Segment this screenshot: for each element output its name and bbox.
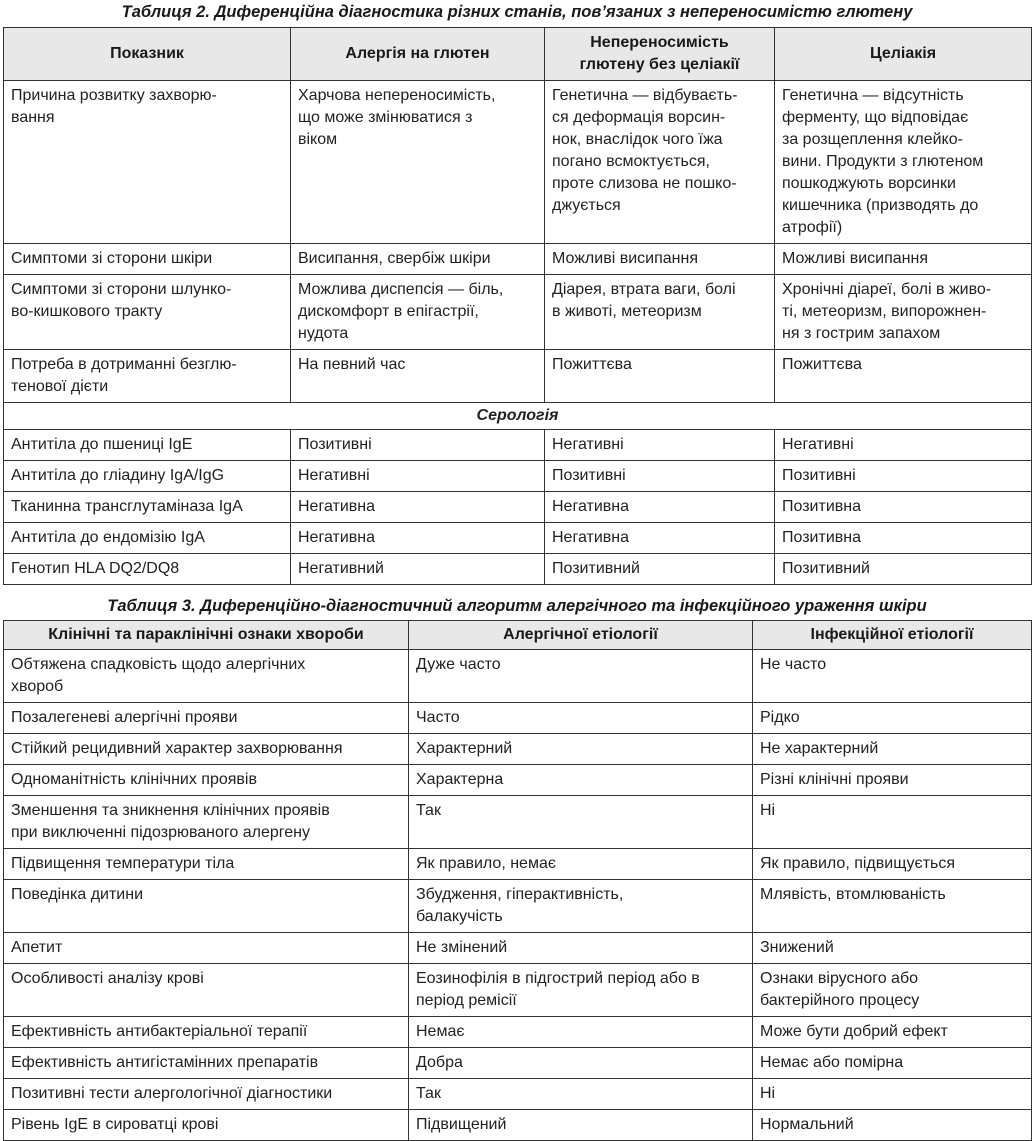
table-cell: Особливості аналізу крові [4, 964, 409, 1017]
table3-header-cell: Клінічні та параклінічні ознаки хвороби [4, 621, 409, 650]
table-row [4, 765, 1032, 796]
serology-subheader-row [4, 403, 1032, 430]
table3-caption: Таблиця 3. Диференційно-діагностичний алгоритм алергічного та інфекційного ураження шкіри [107, 597, 927, 615]
table-cell: Підвищення температури тіла [4, 849, 409, 880]
table2-header-row [4, 28, 1032, 81]
table-cell: Харчова непереносимість, що може змінюватися з віком [291, 81, 545, 244]
table-cell: Генетична — відсутність ферменту, що відповідає за розщеплення клейко- вини. Продукти з глютеном пошкоджують ворсинки кишечника (призводять до атрофії) [775, 81, 1032, 244]
table2-header-cell: Показник [4, 28, 291, 81]
table-cell: Пожиттєва [775, 350, 1032, 403]
table-cell: Позалегеневі алергічні прояви [4, 703, 409, 734]
table3-header-cell: Алергічної етіології [409, 621, 753, 650]
table-cell: Позитивні тести алергологічної діагностики [4, 1079, 409, 1110]
table-cell: Негативна [545, 523, 775, 554]
table-cell: Рідко [753, 703, 1032, 734]
table-row [4, 650, 1032, 703]
table-cell: Не змінений [409, 933, 753, 964]
table2-header-cell: Непереносимість глютену без целіакії [545, 28, 775, 81]
table-row [4, 244, 1032, 275]
table-cell: Характерний [409, 734, 753, 765]
table-cell: Негативна [545, 492, 775, 523]
table-cell: Одноманітність клінічних проявів [4, 765, 409, 796]
table-row [4, 796, 1032, 849]
table-cell: Негативні [545, 430, 775, 461]
table-cell: Негативні [775, 430, 1032, 461]
table-cell: Зменшення та зникнення клінічних проявів при виключенні підозрюваного алергену [4, 796, 409, 849]
table-cell: Можлива диспепсія — біль, дискомфорт в епігастрії, нудота [291, 275, 545, 350]
table-row [4, 523, 1032, 554]
table-cell: Негативний [291, 554, 545, 585]
table-cell: Негативна [291, 492, 545, 523]
table-row [4, 849, 1032, 880]
table-cell: Висипання, свербіж шкіри [291, 244, 545, 275]
table-cell: Поведінка дитини [4, 880, 409, 933]
table-cell: Різні клінічні прояви [753, 765, 1032, 796]
table-cell: Добра [409, 1048, 753, 1079]
table-cell: Негативна [291, 523, 545, 554]
table2-header-cell: Алергія на глютен [291, 28, 545, 81]
table-row [4, 734, 1032, 765]
table-cell: Ефективність антигістамінних препаратів [4, 1048, 409, 1079]
table-row [4, 350, 1032, 403]
table-cell: Антитіла до пшениці IgE [4, 430, 291, 461]
table-row [4, 492, 1032, 523]
table-row [4, 703, 1032, 734]
table-row [4, 1017, 1032, 1048]
table-cell: Можливі висипання [775, 244, 1032, 275]
table-cell: Так [409, 1079, 753, 1110]
table-row [4, 964, 1032, 1017]
table-cell: Обтяжена спадковість щодо алергічних хвороб [4, 650, 409, 703]
table-cell: Позитивний [545, 554, 775, 585]
table-cell: Можливі висипання [545, 244, 775, 275]
table-cell: Симптоми зі сторони шлунко- во-кишкового тракту [4, 275, 291, 350]
table-row [4, 430, 1032, 461]
table-cell: Позитивна [775, 523, 1032, 554]
table-cell: Дуже часто [409, 650, 753, 703]
table-cell: Млявість, втомлюваність [753, 880, 1032, 933]
table-row [4, 275, 1032, 350]
table-cell: Позитивні [291, 430, 545, 461]
table-cell: Діарея, втрата ваги, болі в животі, метеоризм [545, 275, 775, 350]
table-row [4, 1110, 1032, 1141]
table-cell: Ні [753, 1079, 1032, 1110]
table-cell: Апетит [4, 933, 409, 964]
table-cell: Рівень IgE в сироватці крові [4, 1110, 409, 1141]
table-cell: Як правило, підвищується [753, 849, 1032, 880]
table-cell: Знижений [753, 933, 1032, 964]
table-cell: Не часто [753, 650, 1032, 703]
table-cell: Тканинна трансглутаміназа IgA [4, 492, 291, 523]
table-cell: Позитивні [775, 461, 1032, 492]
table-row [4, 554, 1032, 585]
table-cell: Еозинофілія в підгострий період або в період ремісії [409, 964, 753, 1017]
table-cell: Позитивні [545, 461, 775, 492]
table2-header-cell: Целіакія [775, 28, 1032, 81]
table-cell: Так [409, 796, 753, 849]
table-row [4, 880, 1032, 933]
table-cell: Причина розвитку захворю- вання [4, 81, 291, 244]
table-cell: Позитивний [775, 554, 1032, 585]
table-cell: Хронічні діареї, болі в живо- ті, метеоризм, випорожнен- ня з гострим запахом [775, 275, 1032, 350]
table-row [4, 81, 1032, 244]
table-cell: Підвищений [409, 1110, 753, 1141]
table-row [4, 1048, 1032, 1079]
table-row [4, 933, 1032, 964]
table-cell: Немає [409, 1017, 753, 1048]
table-cell: Немає або помірна [753, 1048, 1032, 1079]
table-cell: Генетична — відбуваєть- ся деформація ворсин- нок, внаслідок чого їжа погано всмоктується, проте слизова не пошко- джується [545, 81, 775, 244]
table-cell: Ефективність антибактеріальної терапії [4, 1017, 409, 1048]
table-cell: Часто [409, 703, 753, 734]
table-cell: Може бути добрий ефект [753, 1017, 1032, 1048]
table-cell: Симптоми зі сторони шкіри [4, 244, 291, 275]
table-cell: Збудження, гіперактивність, балакучість [409, 880, 753, 933]
table-cell: Пожиттєва [545, 350, 775, 403]
table-cell: Характерна [409, 765, 753, 796]
table-row [4, 461, 1032, 492]
table-cell: Антитіла до гліадину IgA/IgG [4, 461, 291, 492]
table-cell: Генотип HLA DQ2/DQ8 [4, 554, 291, 585]
table-cell: Антитіла до ендомізію IgA [4, 523, 291, 554]
table-cell: Стійкий рецидивний характер захворювання [4, 734, 409, 765]
table-cell: Ні [753, 796, 1032, 849]
table-cell: Нормальний [753, 1110, 1032, 1141]
table-cell: Як правило, немає [409, 849, 753, 880]
table-row [4, 1079, 1032, 1110]
table-cell: На певний час [291, 350, 545, 403]
skin-lesion-algorithm-table [3, 620, 1032, 1141]
table3-header-row [4, 621, 1032, 650]
table-cell: Позитивна [775, 492, 1032, 523]
table-cell: Не характерний [753, 734, 1032, 765]
gluten-differential-table [3, 27, 1032, 585]
table2-caption: Таблиця 2. Диференційна діагностика різних станів, пов’язаних з непереносимістю глютену [121, 3, 913, 21]
table3-header-cell: Інфекційної етіології [753, 621, 1032, 650]
table-cell: Потреба в дотриманні безглю- тенової дієти [4, 350, 291, 403]
table-cell: Негативні [291, 461, 545, 492]
serology-subheader: Серологія [4, 403, 1032, 430]
table-cell: Ознаки вірусного або бактерійного процесу [753, 964, 1032, 1017]
